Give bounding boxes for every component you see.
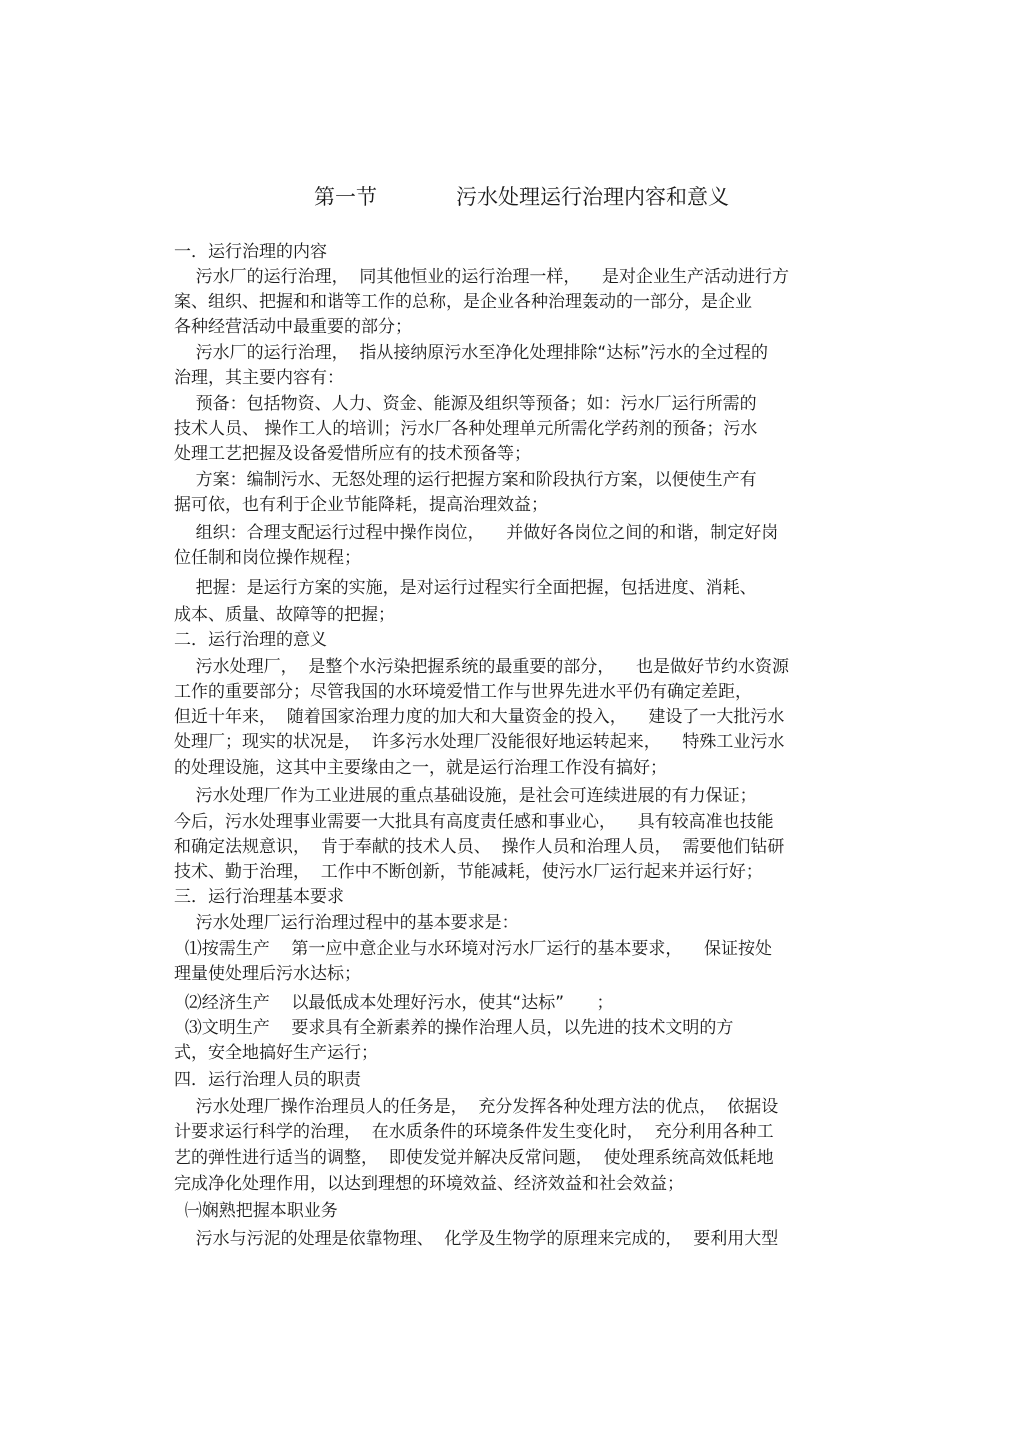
text-line: 完成净化处理作用，以达到理想的环境效益、经济效益和社会效益； (174, 1174, 684, 1194)
text-line: 成本、质量、故障等的把握； (174, 605, 395, 625)
heading-2: 二．运行治理的意义 (174, 630, 327, 650)
text-line: 的处理设施，这其中主要缘由之一，就是运行治理工作没有搞好； (174, 758, 667, 778)
heading-3: 三．运行治理基本要求 (174, 887, 344, 907)
text-line: 污水处理厂运行治理过程中的基本要求是： (174, 913, 519, 933)
text-line: 方案：编制污水、无怒处理的运行把握方案和阶段执行方案，以便使生产有 (174, 470, 757, 490)
section-title (0, 181, 1024, 213)
text-line: 和确定法规意识， 肯于奉献的技术人员、 操作人员和治理人员， 需要他们钻研 (174, 837, 785, 857)
text-line: 技术、勤于治理， 工作中不断创新，节能减耗，使污水厂运行起来并运行好； (174, 862, 763, 882)
text-line: ⑴按需生产 第一应中意企业与水环境对污水厂运行的基本要求， 保证按处 (174, 939, 773, 959)
text-line: 今后，污水处理事业需要一大批具有高度责任感和事业心， 具有较高准也技能 (174, 812, 774, 832)
text-line: 各种经营活动中最重要的部分； (174, 317, 412, 337)
text-line: 计要求运行科学的治理， 在水质条件的环境条件发生变化时， 充分利用各种工 (174, 1122, 774, 1142)
heading-1: 一．运行治理的内容 (174, 242, 327, 262)
text-line: 污水处理厂作为工业进展的重点基础设施，是社会可连续进展的有力保证； (174, 786, 757, 806)
text-line: 污水厂的运行治理， 指从接纳原污水至净化处理排除“达标”污水的全过程的 (174, 343, 769, 363)
text-line: 案、组织、把握和和谐等工作的总称，是企业各种治理轰动的一部分，是企业 (174, 292, 752, 312)
text-line: 处理厂；现实的状况是， 许多污水处理厂没能很好地运转起来， 特殊工业污水 (174, 732, 785, 752)
heading-4: 四．运行治理人员的职责 (174, 1070, 361, 1090)
text-line: 预备：包括物资、人力、资金、能源及组织等预备；如：污水厂运行所需的 (174, 394, 757, 414)
text-line: 艺的弹性进行适当的调整， 即使发觉并解决反常问题， 使处理系统高效低耗地 (174, 1148, 774, 1168)
text-line: 据可依，也有利于企业节能降耗，提高治理效益； (174, 495, 548, 515)
text-line: 理量使处理后污水达标； (174, 964, 361, 984)
text-line: 污水处理厂， 是整个水污染把握系统的最重要的部分， 也是做好节约水资源 (174, 657, 790, 677)
text-line: 治理，其主要内容有： (174, 368, 344, 388)
text-line: 处理工艺把握及设备爱惜所应有的技术预备等； (174, 444, 531, 464)
text-line: ⑶文明生产 要求具有全新素养的操作治理人员，以先进的技术文明的方 (174, 1018, 734, 1038)
text-line: 位任制和岗位操作规程； (174, 548, 361, 568)
subheading: ㈠娴熟把握本职业务 (174, 1201, 338, 1221)
text-line: 技术人员、 操作工人的培训；污水厂各种处理单元所需化学药剂的预备；污水 (174, 419, 758, 439)
section-number: 第一节 (314, 185, 377, 209)
text-line: 组织：合理支配运行过程中操作岗位， 并做好各岗位之间的和谐，制定好岗 (174, 523, 779, 543)
text-line: 但近十年来， 随着国家治理力度的加大和大量资金的投入， 建设了一大批污水 (174, 707, 785, 727)
text-line: 式，安全地搞好生产运行； (174, 1043, 378, 1063)
text-line: 污水厂的运行治理， 同其他恒业的运行治理一样， 是对企业生产活动进行方 (174, 267, 790, 287)
text-line: 污水与污泥的处理是依靠物理、 化学及生物学的原理来完成的， 要利用大型 (174, 1229, 779, 1249)
section-heading: 污水处理运行治理内容和意义 (456, 185, 729, 209)
text-line: 把握：是运行方案的实施，是对运行过程实行全面把握，包括进度、消耗、 (174, 578, 757, 598)
text-line: ⑵经济生产 以最低成本处理好污水，使其“达标” ； (174, 993, 614, 1013)
text-line: 污水处理厂操作治理员人的任务是， 充分发挥各种处理方法的优点， 依据设 (174, 1097, 779, 1117)
text-line: 工作的重要部分；尽管我国的水环境爱惜工作与世界先进水平仍有确定差距， (174, 682, 752, 702)
